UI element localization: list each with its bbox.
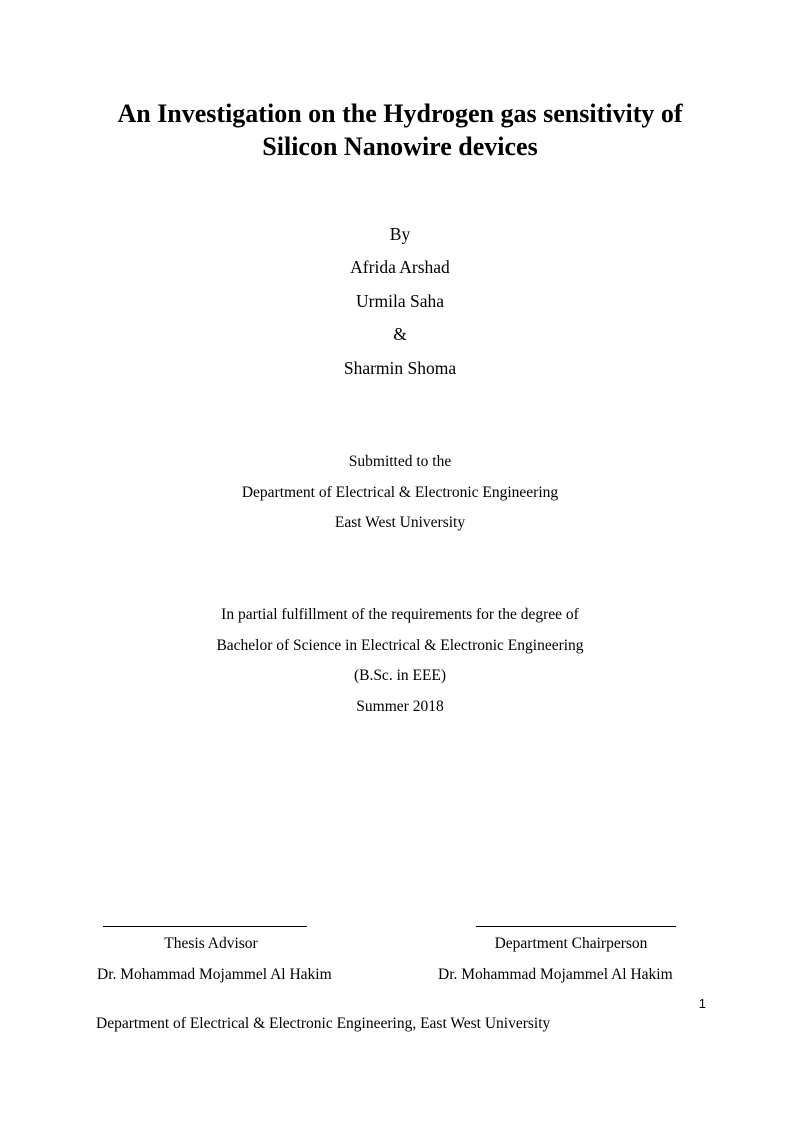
degree-abbreviation: (B.Sc. in EEE): [353, 667, 447, 684]
document-title-line-2: Silicon Nanowire devices: [262, 132, 538, 161]
page-number: 1: [698, 996, 706, 1011]
university-name: East West University: [334, 514, 466, 531]
chairperson-role: Department Chairperson: [494, 935, 648, 952]
author-name: Sharmin Shoma: [343, 358, 457, 378]
chairperson-signature-line: [476, 926, 676, 927]
degree-term: Summer 2018: [356, 698, 444, 715]
ampersand: &: [393, 324, 407, 344]
submitted-to-text: Submitted to the: [348, 453, 452, 470]
advisor-role: Thesis Advisor: [164, 935, 258, 952]
author-name: Urmila Saha: [356, 291, 444, 311]
advisor-signature-line: [103, 926, 307, 927]
document-title-line-1: An Investigation on the Hydrogen gas sensitivity of: [117, 99, 683, 128]
department-name: Department of Electrical & Electronic Engineering: [241, 484, 559, 501]
degree-name: Bachelor of Science in Electrical & Electronic Engineering: [216, 637, 584, 654]
author-name: Afrida Arshad: [350, 257, 450, 277]
by-label: By: [389, 224, 411, 244]
advisor-name: Dr. Mohammad Mojammel Al Hakim: [97, 966, 332, 983]
degree-requirement-text: In partial fulfillment of the requirements for the degree of: [221, 606, 579, 623]
page-footer: Department of Electrical & Electronic Engineering, East West University: [96, 1015, 551, 1032]
chairperson-name: Dr. Mohammad Mojammel Al Hakim: [438, 966, 673, 983]
